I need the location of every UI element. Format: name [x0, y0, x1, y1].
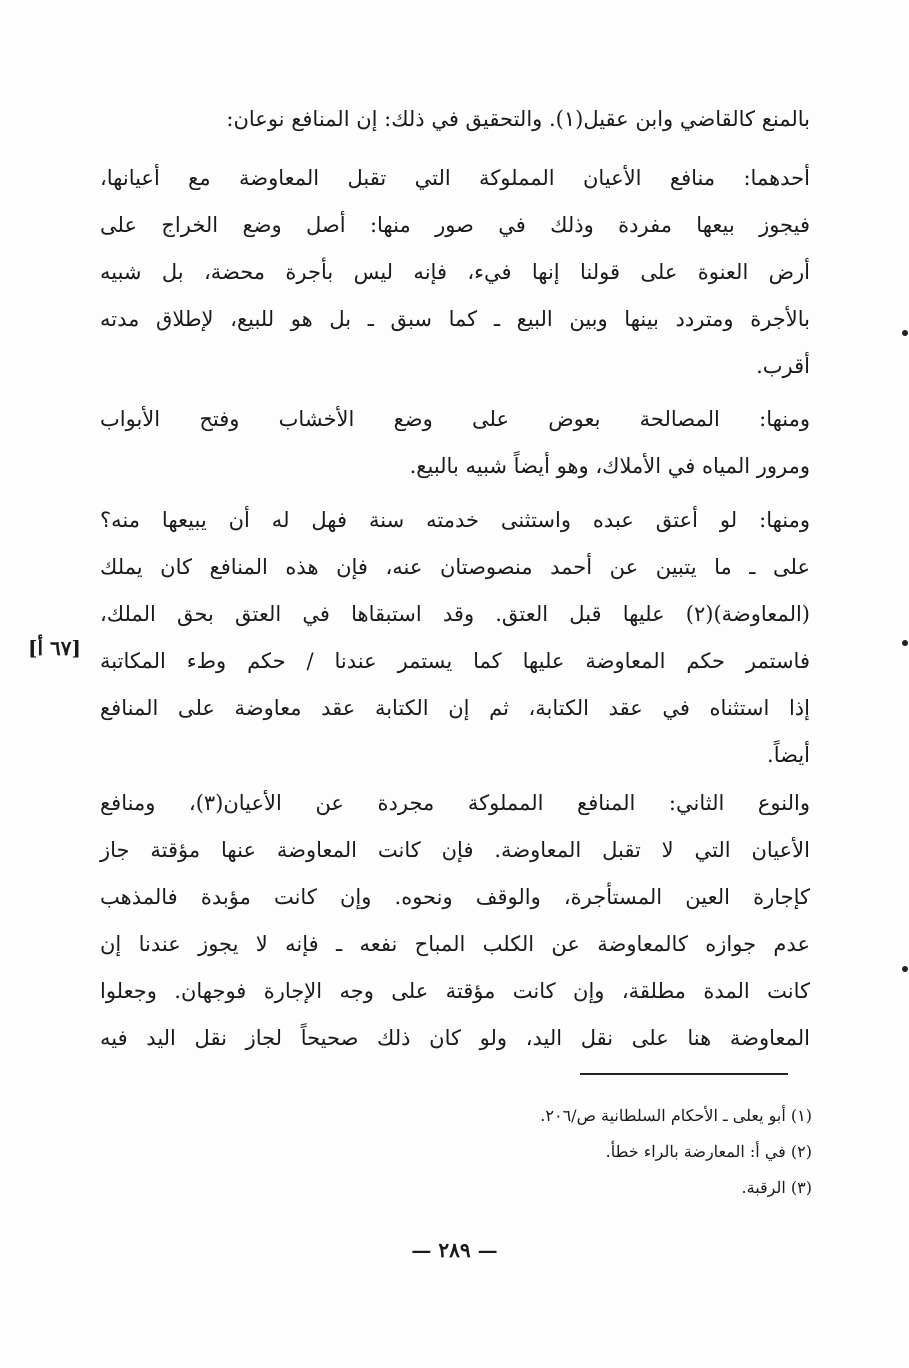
text-line: أحدهما: منافع الأعيان المملوكة التي تقبل المعاوضة مع أعيانها،	[100, 166, 810, 190]
paragraph-5	[100, 780, 810, 1062]
text-line: فاستمر حكم المعاوضة عليها كما يستمر عندنا / حكم وطء المكاتبة	[100, 649, 810, 673]
page-number: — ٢٨٩ —	[411, 1238, 498, 1262]
page-edge-dot	[902, 640, 908, 646]
text-line: (المعاوضة)(٢) عليها قبل العتق. وقد استبقاها في العتق بحق الملك،	[100, 602, 810, 626]
text-line: كإجارة العين المستأجرة، والوقف ونحوه. وإن كانت مؤبدة فالمذهب	[100, 885, 810, 909]
paragraph-1	[100, 96, 810, 143]
text-line: أرض العنوة على قولنا إنها فيء، فإنه ليس بأجرة محضة، بل شبيه	[100, 260, 810, 284]
text-line: بالأجرة ومتردد بينها وبين البيع ـ كما سبق ـ بل هو للبيع، لإطلاق مدته	[100, 307, 810, 331]
text-line: كانت المدة مطلقة، وإن كانت مؤقتة على وجه الإجارة فوجهان. وجعلوا	[100, 979, 810, 1003]
paragraph-2	[100, 155, 810, 390]
footnote-item: (٢) في أ: المعارضة بالراء خطأ.	[605, 1142, 812, 1161]
text-line: ومرور المياه في الأملاك، وهو أيضاً شبيه بالبيع.	[409, 454, 810, 478]
text-line: الأعيان التي لا تقبل المعاوضة. فإن كانت المعاوضة عنها مؤقتة جاز	[100, 838, 810, 862]
text-line: بالمنع كالقاضي وابن عقيل(١). والتحقيق في ذلك: إن المنافع نوعان:	[226, 107, 810, 131]
page-edge-dot	[902, 966, 908, 972]
text-line: والنوع الثاني: المنافع المملوكة مجردة عن الأعيان(٣)، ومنافع	[100, 791, 810, 815]
paragraph-3	[100, 396, 810, 490]
footnote-item: (٣) الرقبة.	[741, 1178, 812, 1197]
text-line: فيجوز بيعها مفردة وذلك في صور منها: أصل وضع الخراج على	[100, 213, 810, 237]
text-line: المعاوضة هنا على نقل اليد، ولو كان ذلك صحيحاً لجاز نقل اليد فيه	[100, 1026, 810, 1050]
margin-folio-note: [٦٧ أ]	[28, 636, 81, 660]
footnote-separator	[580, 1073, 788, 1075]
footnote-item: (١) أبو يعلى ـ الأحكام السلطانية ص/٢٠٦.	[540, 1106, 812, 1125]
text-line: أقرب.	[756, 354, 810, 378]
page-edge-dot	[902, 330, 908, 336]
text-line: ومنها: لو أعتق عبده واستثنى خدمته سنة فهل له أن يبيعها منه؟	[100, 508, 810, 532]
footnotes	[360, 1098, 812, 1206]
text-line: أيضاً.	[767, 743, 810, 767]
paragraph-4	[100, 497, 810, 779]
text-line: إذا استثناه في عقد الكتابة، ثم إن الكتابة عقد معاوضة على المنافع	[100, 696, 810, 720]
text-line: ومنها: المصالحة بعوض على وضع الأخشاب وفتح الأبواب	[100, 407, 810, 431]
text-line: عدم جوازه كالمعاوضة عن الكلب المباح نفعه ـ فإنه لا يجوز عندنا إن	[100, 932, 810, 956]
text-line: على ـ ما يتبين عن أحمد منصوصتان عنه، فإن هذه المنافع كان يملك	[100, 555, 810, 579]
